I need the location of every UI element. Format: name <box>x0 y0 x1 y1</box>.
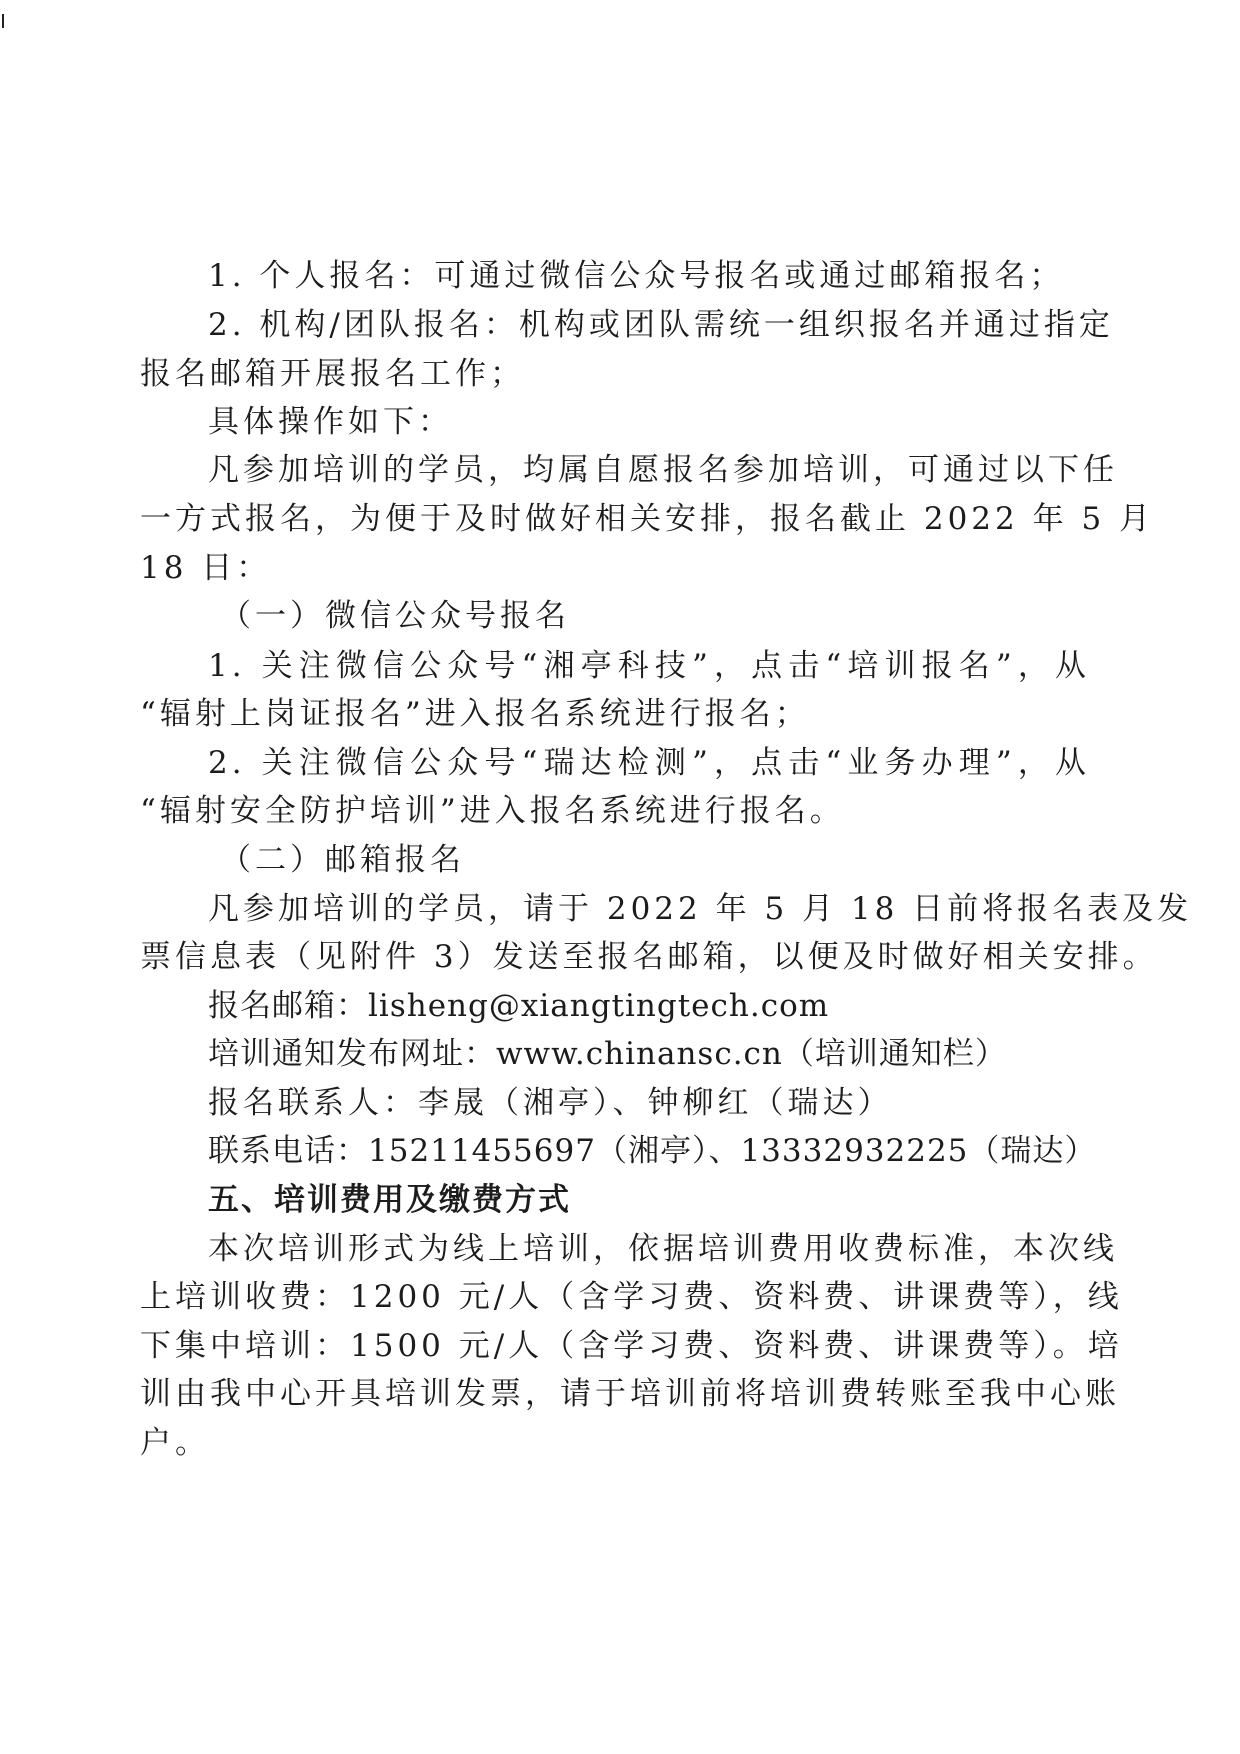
subheading-wechat-registration: （一）微信公众号报名 <box>220 598 570 634</box>
registration-contacts: 报名联系人：李晟（湘亭）、钟柳红（瑞达） <box>208 1085 893 1121</box>
section-heading-fees: 五、培训费用及缴费方式 <box>208 1182 571 1218</box>
paragraph-registration-notice: 凡参加培训的学员，均属自愿报名参加培训，可通过以下任 <box>208 452 1118 488</box>
scan-margin-mark <box>2 14 4 28</box>
operation-intro: 具体操作如下： <box>208 404 453 440</box>
subheading-email-registration: （二）邮箱报名 <box>220 842 465 878</box>
paragraph-email-notice: 凡参加培训的学员，请于 2022 年 5 月 18 日前将报名表及发 <box>208 891 1193 927</box>
paragraph-fees-end: 户。 <box>140 1425 210 1461</box>
paragraph-fees-online: 上培训收费：1200 元/人（含学习费、资料费、讲课费等），线 <box>140 1279 1123 1315</box>
paragraph-email-notice-cont: 票信息表（见附件 3）发送至报名邮箱，以便及时做好相关安排。 <box>140 939 1158 975</box>
notice-website: 培训通知发布网址：www.chinansc.cn（培训通知栏） <box>208 1036 1007 1072</box>
paragraph-registration-deadline: 18 日： <box>140 550 272 586</box>
wechat-item-1-cont: “辐射上岗证报名”进入报名系统进行报名； <box>140 696 810 732</box>
item-institution-registration-cont: 报名邮箱开展报名工作； <box>140 356 525 392</box>
item-personal-registration: 1. 个人报名：可通过微信公众号报名或通过邮箱报名； <box>208 258 1065 294</box>
paragraph-registration-notice-cont: 一方式报名，为便于及时做好相关安排，报名截止 2022 年 5 月 <box>140 501 1155 537</box>
wechat-item-2-cont: “辐射安全防护培训”进入报名系统进行报名。 <box>140 793 845 829</box>
paragraph-fees: 本次培训形式为线上培训，依据培训费用收费标准，本次线 <box>208 1231 1118 1267</box>
registration-email: 报名邮箱：lisheng@xiangtingtech.com <box>208 988 830 1024</box>
paragraph-fees-invoice: 训由我中心开具培训发票，请于培训前将培训费转账至我中心账 <box>140 1376 1120 1412</box>
item-institution-registration: 2. 机构/团队报名：机构或团队需统一组织报名并通过指定 <box>208 307 1114 343</box>
paragraph-fees-offline: 下集中培训：1500 元/人（含学习费、资料费、讲课费等）。培 <box>140 1328 1123 1364</box>
contact-phone: 联系电话：15211455697（湘亭）、13332932225（瑞达） <box>208 1133 1097 1169</box>
wechat-item-1: 1. 关注微信公众号“湘亭科技”，点击“培训报名”，从 <box>208 648 1090 684</box>
wechat-item-2: 2. 关注微信公众号“瑞达检测”，点击“业务办理”，从 <box>208 745 1090 781</box>
